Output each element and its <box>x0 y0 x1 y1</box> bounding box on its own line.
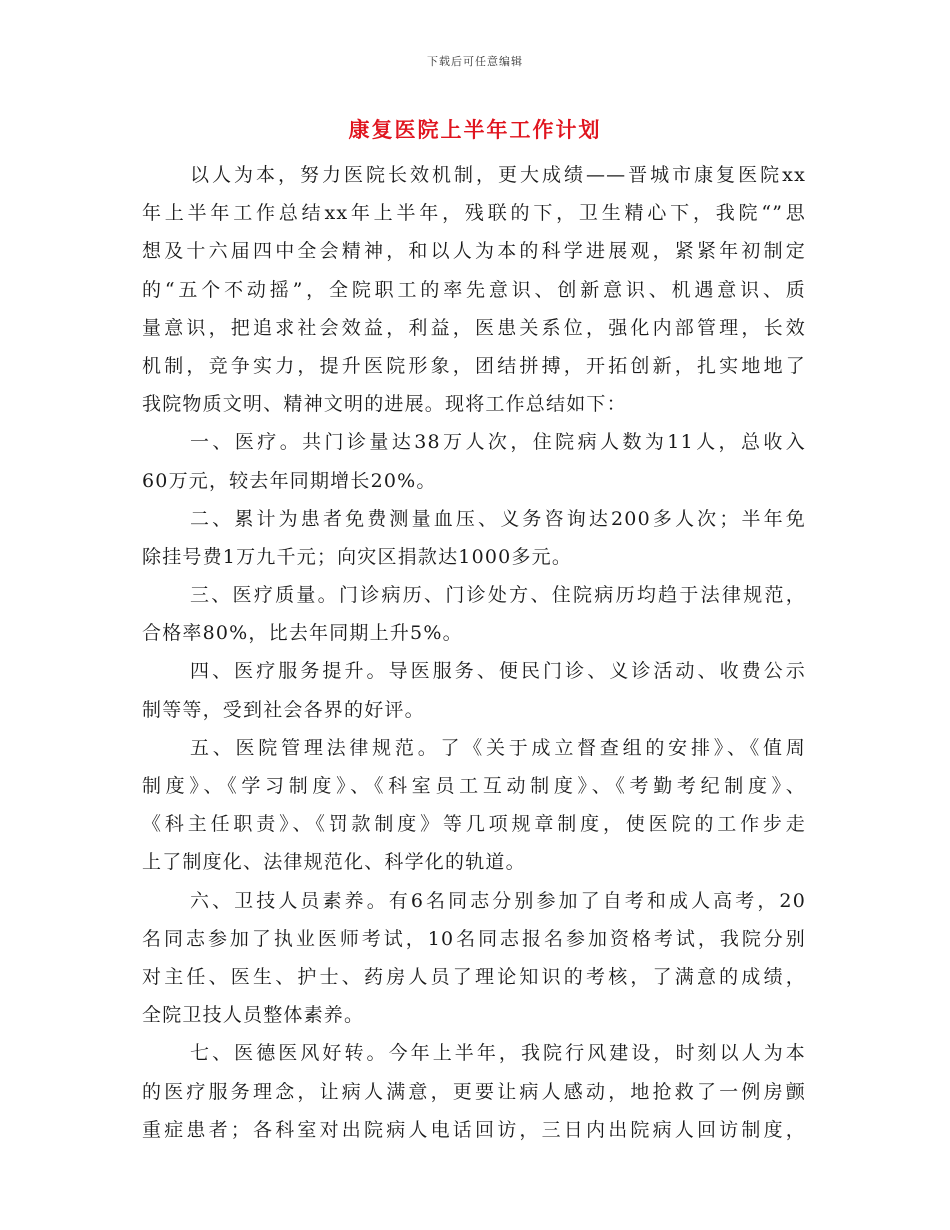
body-line: 我院物质文明、精神文明的进展。现将工作总结如下： <box>142 393 627 416</box>
body-line: 一、医疗。共门诊量达38万人次，住院病人数为11人，总收入 <box>190 431 806 454</box>
body-line: 上了制度化、法律规范化、科学化的轨道。 <box>142 851 526 874</box>
document-body <box>142 156 806 1149</box>
body-line: 合格率80%，比去年同期上升5%。 <box>142 622 463 645</box>
body-line: 名同志参加了执业医师考试，10名同志报名参加资格考试，我院分别 <box>142 927 806 950</box>
body-line: 的“五个不动摇”，全院职工的率先意识、创新意识、机遇意识、质 <box>142 278 806 301</box>
body-line: 重症患者；各科室对出院病人电话回访，三日内出院病人回访制度， <box>142 1118 806 1141</box>
body-line: 《科主任职责》、《罚款制度》等几项规章制度，使医院的工作步走 <box>142 813 806 836</box>
body-line: 制等等，受到社会各界的好评。 <box>142 698 425 721</box>
body-line: 四、医疗服务提升。导医服务、便民门诊、义诊活动、收费公示 <box>190 660 806 683</box>
body-line: 年上半年工作总结xx年上半年，残联的下，卫生精心下，我院“”思 <box>142 202 806 225</box>
body-line: 七、医德医风好转。今年上半年，我院行风建设，时刻以人为本 <box>190 1042 806 1065</box>
body-line: 对主任、医生、护士、药房人员了理论知识的考核，了满意的成绩， <box>142 965 806 988</box>
body-line: 三、医疗质量。门诊病历、门诊处方、住院病历均趋于法律规范， <box>190 584 806 607</box>
body-line: 五、医院管理法律规范。了《关于成立督查组的安排》、《值周 <box>190 736 806 759</box>
body-line: 量意识，把追求社会效益，利益，医患关系位，强化内部管理，长效 <box>142 316 806 339</box>
body-line: 想及十六届四中全会精神，和以人为本的科学进展观，紧紧年初制定 <box>142 240 806 263</box>
body-line: 除挂号费1万九千元；向灾区捐款达1000多元。 <box>142 545 573 568</box>
body-line: 以人为本，努力医院长效机制，更大成绩——晋城市康复医院xx <box>190 164 806 186</box>
body-line: 二、累计为患者免费测量血压、义务咨询达200多人次；半年免 <box>190 507 806 530</box>
body-line: 制度》、《学习制度》、《科室员工互动制度》、《考勤考纪制度》、 <box>142 775 806 797</box>
document-title: 康复医院上半年工作计划 <box>348 118 602 142</box>
body-line: 全院卫技人员整体素养。 <box>142 1004 365 1027</box>
body-line: 机制，竞争实力，提升医院形象，团结拼搏，开拓创新，扎实地地了 <box>142 354 806 377</box>
body-line: 的医疗服务理念，让病人满意，更要让病人感动，地抢救了一例房颤 <box>142 1080 806 1103</box>
header-note: 下载后可任意编辑 <box>427 55 523 68</box>
body-line: 60万元，较去年同期增长20%。 <box>142 469 437 492</box>
body-line: 六、卫技人员素养。有6名同志分别参加了自考和成人高考，20 <box>190 889 806 912</box>
